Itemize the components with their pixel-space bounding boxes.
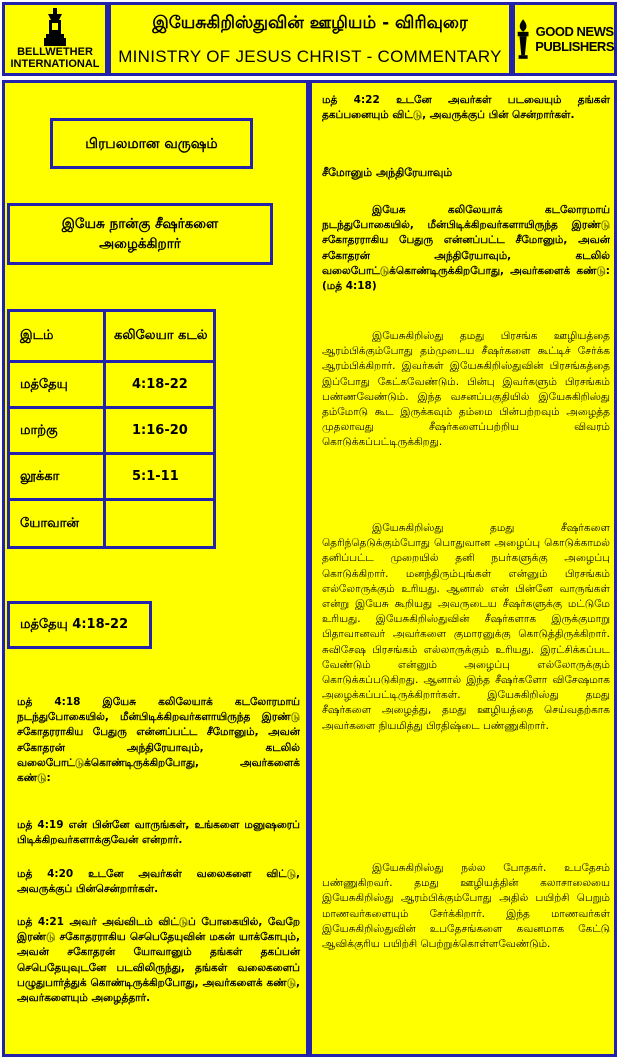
logo-text-line2: INTERNATIONAL bbox=[10, 58, 100, 70]
verse-4-18: மத் 4:18 இயேசு கலிலேயாக் கடலோரமாய் நடந்துபோகையில், மீன்பிடிக்கிறவர்களாயிருந்த இரண்டு சகோதரராகிய பேதுரு என்னப்பட்ட சீமோனும், அவன் சகோதரன் அந்திரேயாவும், கடலில் வலைபோட்டுக்கொண்டிருக்கிறபோது, அவர்களைக் கண்டு: bbox=[17, 696, 300, 785]
topic-title: இயேசு நான்கு சீஷர்களை அழைக்கிறார் bbox=[7, 203, 273, 265]
table-row-luke-book: லூக்கா bbox=[7, 452, 106, 501]
quote-paragraph: இயேசு கலிலேயாக் கடலோரமாய் நடந்துபோகையில், மீன்பிடிக்கிறவர்களாயிருந்த இரண்டு சகோதரராகிய பேதுரு என்னப்பட்ட சீமோனும், அவன் சகோதரன் அந்திரேயாவும், கடலில் வலைபோட்டுக்கொண்டிருக்கிறபோது, அவர்களைக் கண்டு: (மத் 4:18) bbox=[322, 204, 610, 293]
table-row-luke-ref: 5:1-11 bbox=[103, 452, 216, 501]
verse-4-20: மத் 4:20 உடனே அவர்கள் வலைகளை விட்டு, அவருக்குப் பின்சென்றார்கள். bbox=[17, 868, 300, 896]
paragraph-1: இயேசுகிறிஸ்து தமது பிரசங்க ஊழியத்தை ஆரம்பிக்கும்போது தம்முடைய சீஷர்களை கூட்டிச் சேர்க்க ஆரம்பிக்கிறார். இவர்கள் இயேசுகிறிஸ்துவின் பிரசங்கத்தை இப்போது கேட்கவேண்டும். பின்பு இவர்களும் பிரசங்கம் பண்ணவேண்டும். இந்த வசனப்பகுதியில் இயேசுகிறிஸ்து தம்மோடு கூட இருக்கவும் தம்மை பின்பற்றவும் அழைத்த முதலாவது சீஷர்களைப்பற்றிய விவரம் கொடுக்கப்பட்டிருக்கிறது. bbox=[322, 330, 610, 449]
table-row-john-ref bbox=[103, 498, 216, 549]
right-logo-line2: PUBLISHERS bbox=[535, 39, 614, 54]
table-row-mark-book: மாற்கு bbox=[7, 406, 106, 455]
page-title-english: MINISTRY OF JESUS CHRIST - COMMENTARY bbox=[118, 47, 502, 66]
table-header-place: இடம் bbox=[7, 309, 106, 363]
bell-tower-icon bbox=[44, 8, 66, 46]
verse-4-22: மத் 4:22 உடனே அவர்கள் படவையும் தங்கள் தகப்பனையும் விட்டு, அவருக்குப் பின் சென்றார்கள். bbox=[322, 94, 610, 122]
section-title: பிரபலமான வருஷம் bbox=[50, 118, 253, 169]
table-row-mark-ref: 1:16-20 bbox=[103, 406, 216, 455]
paragraph-2: இயேசுகிறிஸ்து தமது சீஷர்களை தெரிந்தெடுக்கும்போது பொதுவான அழைப்பு கொடுக்காமல் தனிப்பட்ட முறையில் தனி நபர்களுக்கு அழைப்பு கொடுக்கிறார். மனந்திரும்புங்கள் என்னும் பிரசங்கம் எல்லோருக்கும் உரியது. ஆனால் என் பின்னே வாருங்கள் என்று இயேசு கூறியது அவருடைய சீஷர்களுக்கு மட்டுமே உரியது. இயேசுகிறிஸ்துவின் சீஷர்களாக இருக்குமாறு பிதாவானவர் அவர்களை குமாரனுக்கு கொடுத்திருக்கிறார். சுவிசேஷ பிரசங்கம் எல்லாருக்கும் உரியது. இரட்சிக்கப்பட வேண்டும் என்னும் அழைப்பு எல்லோருக்கும் கொடுக்கப்படுகிறது. ஆனால் இந்த சீஷர்களோ விசேஷமாக அழைக்கப்பட்டிருக்கிறார்கள். இயேசுகிறிஸ்து தமது சீஷர்களை அழைத்து, தமது ஊழியத்தை செய்வதற்காக அவர்களை நியமித்து பிரதிஷ்டை பண்ணுகிறார். bbox=[322, 522, 610, 732]
passage-reference: மத்தேயு 4:18-22 bbox=[7, 601, 152, 649]
table-row-matthew-book: மத்தேயு bbox=[7, 360, 106, 409]
verse-4-21: மத் 4:21 அவர் அவ்விடம் விட்டுப் போகையில், வேறே இரண்டு சகோதரராகிய செபெதேயுவின் மகன் யாக்கோபும், அவன் சகோதரன் யோவானும் தங்கள் தகப்பன் செபெதேயுவுடனே படவிலிருந்து, தங்கள் வலைகளைப் பழுதுபார்த்துக் கொண்டிருக்கிறபோது, அவர்களைக் கண்டு, அவர்களையும் அழைத்தார். bbox=[17, 916, 300, 1005]
torch-icon bbox=[515, 17, 531, 61]
table-row-john-book: யோவான் bbox=[7, 498, 106, 549]
right-column bbox=[309, 80, 617, 1057]
right-logo-line1: GOOD NEWS bbox=[535, 24, 614, 39]
table-row-matthew-ref: 4:18-22 bbox=[103, 360, 216, 409]
section-heading: சீமோனும் அந்திரேயாவும் bbox=[322, 166, 453, 179]
logo-text-line1: BELLWETHER bbox=[17, 46, 93, 58]
page-title-tamil: இயேசுகிறிஸ்துவின் ஊழியம் - விரிவுரை bbox=[152, 13, 468, 33]
paragraph-3: இயேசுகிறிஸ்து நல்ல போதகர். உபதேசம் பண்ணுகிறவர். தமது ஊழியத்தின் கலாசாலையை இயேசுகிறிஸ்து ஆரம்பிக்கும்போது அதில் பயிற்சி பெறும் மாணவர்களையும் சேர்க்கிறார். இந்த மாணவர்கள் இயேசுகிறிஸ்துவின் உபதேசங்களை கவனமாக கேட்டு ஆவிக்குரிய பயிற்சி பெற்றுக்கொள்ளவேண்டும். bbox=[322, 862, 610, 951]
title-box bbox=[108, 2, 512, 76]
verse-4-19: மத் 4:19 என் பின்னே வாருங்கள், உங்களை மனுஷரைப் பிடிக்கிறவர்களாக்குவேன் என்றார். bbox=[17, 819, 300, 847]
bellwether-logo-box bbox=[2, 2, 108, 76]
left-column bbox=[2, 80, 309, 1057]
table-header-sea: கலிலேயா கடல் bbox=[103, 309, 216, 363]
good-news-logo-box bbox=[512, 2, 617, 76]
